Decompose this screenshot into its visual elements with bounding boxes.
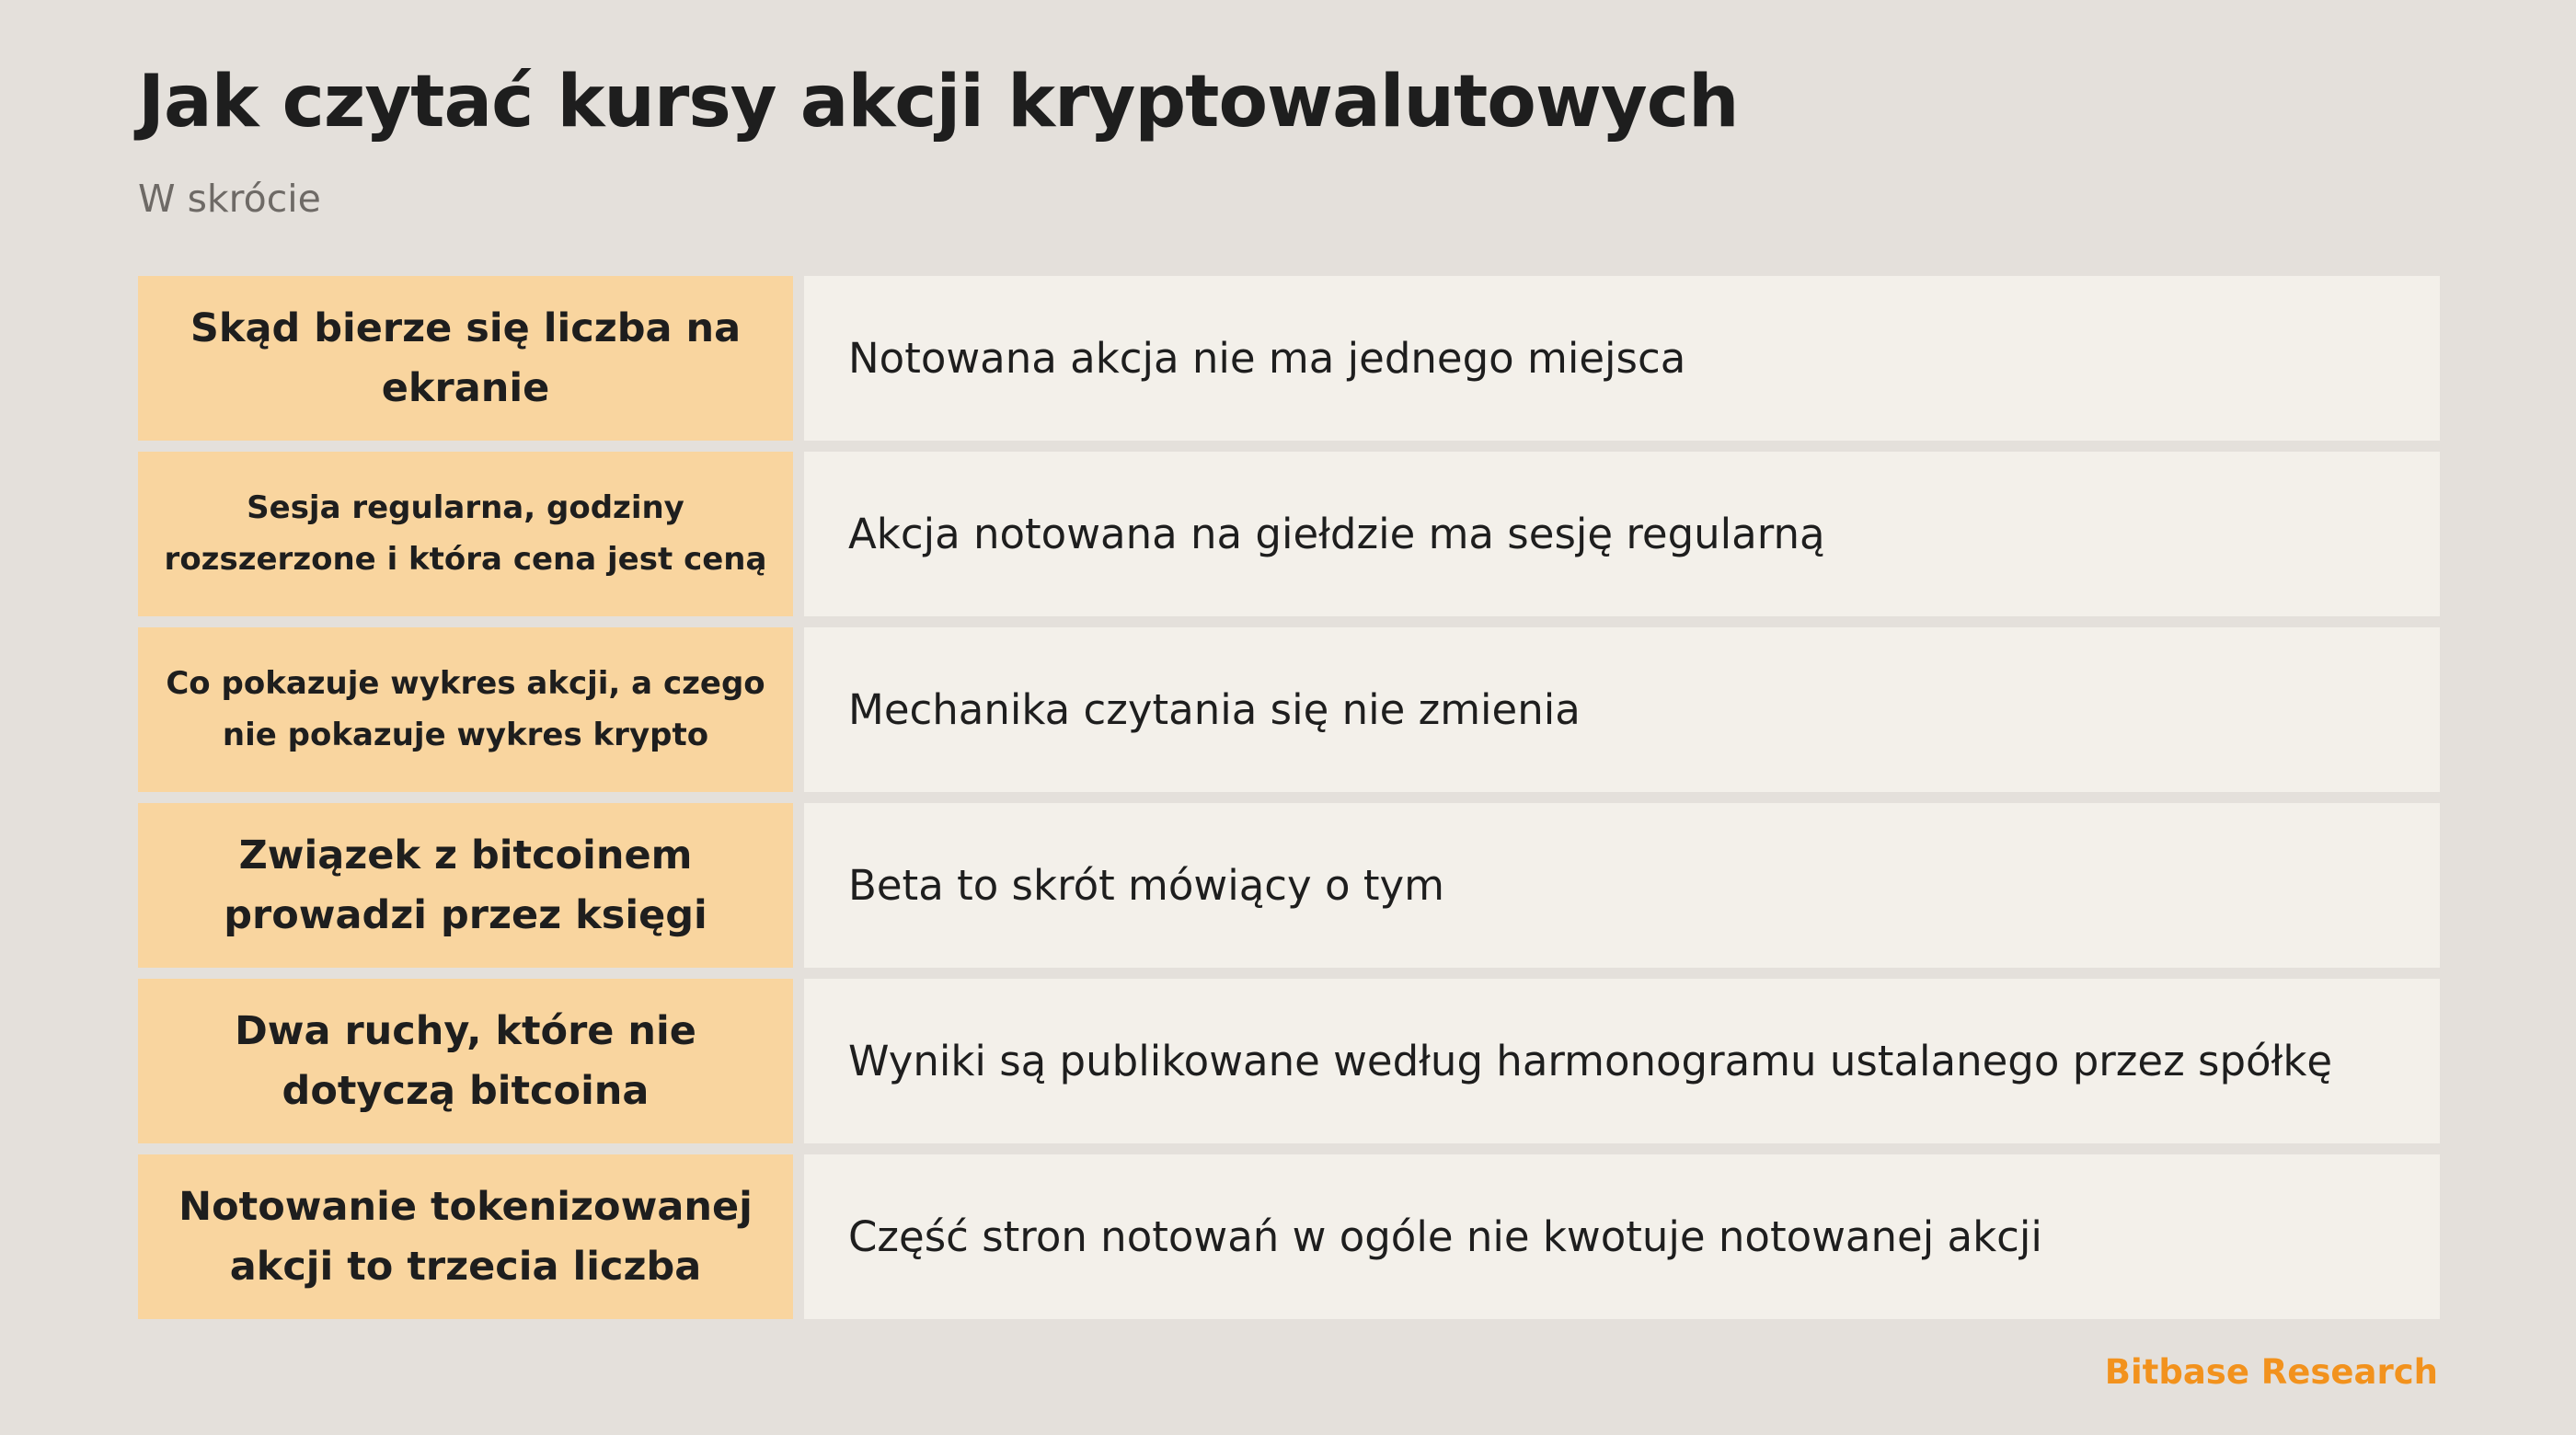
row-label: Co pokazuje wykres akcji, a czego nie pokazuje wykres krypto (138, 627, 793, 792)
row-label: Związek z bitcoinem prowadzi przez księgi (138, 803, 793, 968)
row-text: Wyniki są publikowane według harmonogramu ustalanego przez spółkę (804, 979, 2440, 1143)
row-text: Mechanika czytania się nie zmienia (804, 627, 2440, 792)
table-row (138, 803, 2440, 968)
page-subtitle: W skrócie (138, 177, 321, 221)
table-row (138, 627, 2440, 792)
summary-table (138, 276, 2440, 1319)
row-text: Akcja notowana na giełdzie ma sesję regularną (804, 452, 2440, 616)
row-label: Skąd bierze się liczba na ekranie (138, 276, 793, 441)
row-text: Część stron notowań w ogóle nie kwotuje notowanej akcji (804, 1154, 2440, 1319)
row-label: Notowanie tokenizowanej akcji to trzecia liczba (138, 1154, 793, 1319)
row-text: Notowana akcja nie ma jednego miejsca (804, 276, 2440, 441)
table-row (138, 1154, 2440, 1319)
row-text: Beta to skrót mówiący o tym (804, 803, 2440, 968)
table-row (138, 452, 2440, 616)
row-label: Dwa ruchy, które nie dotyczą bitcoina (138, 979, 793, 1143)
footer-brand: Bitbase Research (2104, 1352, 2438, 1392)
table-row (138, 979, 2440, 1143)
row-label: Sesja regularna, godziny rozszerzone i która cena jest ceną (138, 452, 793, 616)
page-title: Jak czytać kursy akcji kryptowalutowych (138, 61, 1739, 144)
table-row (138, 276, 2440, 441)
